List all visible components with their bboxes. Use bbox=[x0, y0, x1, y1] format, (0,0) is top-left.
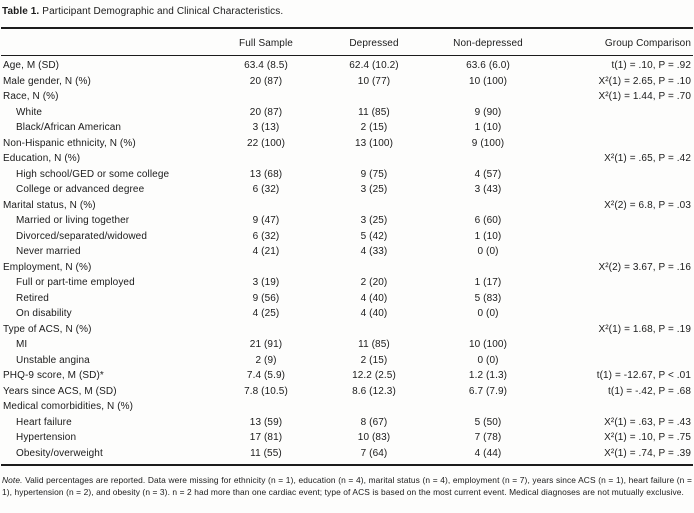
row-label: Divorced/separated/widowed bbox=[16, 230, 148, 242]
cell-group-comparison: X²(1) = 1.44, P = .70 bbox=[598, 91, 691, 102]
cell-full-sample: 2 (9) bbox=[255, 354, 277, 366]
table-title bbox=[2, 5, 692, 18]
cell-group-comparison: X²(1) = .65, P = .42 bbox=[604, 153, 691, 164]
table-body bbox=[1, 56, 693, 466]
cell-full-sample: 6 (32) bbox=[252, 230, 280, 242]
table-row bbox=[1, 198, 693, 214]
cell-full-sample: 20 (87) bbox=[249, 106, 283, 118]
cell-group-comparison: X²(2) = 6.8, P = .03 bbox=[604, 199, 691, 211]
cell-depressed: 10 (83) bbox=[357, 432, 391, 443]
cell-full-sample bbox=[213, 399, 319, 415]
cell-group-comparison: X²(1) = .10, P = .75 bbox=[604, 432, 691, 443]
table-row bbox=[1, 353, 693, 369]
row-label: Years since ACS, M (SD) bbox=[3, 385, 117, 397]
cell-group-comparison bbox=[547, 182, 693, 198]
cell-full-sample: 21 (91) bbox=[249, 339, 283, 350]
cell-depressed: 2 (15) bbox=[360, 354, 388, 366]
row-label: Medical comorbidities, N (%) bbox=[3, 401, 134, 412]
table-row bbox=[1, 74, 693, 90]
cell-group-comparison bbox=[547, 399, 693, 415]
cell-full-sample: 4 (25) bbox=[252, 308, 280, 319]
cell-depressed: 11 (85) bbox=[358, 339, 390, 350]
cell-full-sample: 9 (56) bbox=[252, 292, 280, 304]
cell-non-depressed: 5 (83) bbox=[474, 292, 502, 304]
cell-non-depressed: 1 (17) bbox=[474, 277, 502, 288]
table-row bbox=[1, 260, 693, 276]
cell-depressed: 12.2 (2.5) bbox=[352, 370, 396, 381]
cell-depressed: 62.4 (10.2) bbox=[349, 60, 399, 71]
cell-group-comparison bbox=[547, 275, 693, 291]
cell-full-sample: 7.8 (10.5) bbox=[244, 385, 288, 397]
cell-non-depressed: 63.6 (6.0) bbox=[466, 60, 510, 71]
cell-full-sample: 11 (55) bbox=[250, 447, 282, 459]
cell-group-comparison bbox=[547, 229, 693, 245]
cell-full-sample: 3 (13) bbox=[252, 122, 280, 133]
cell-non-depressed: 1 (10) bbox=[474, 122, 502, 133]
cell-group-comparison bbox=[547, 306, 693, 322]
cell-non-depressed bbox=[429, 89, 547, 105]
cell-depressed: 5 (42) bbox=[360, 230, 388, 242]
cell-group-comparison: t(1) = .10, P = .92 bbox=[611, 60, 691, 71]
cell-depressed: 10 (77) bbox=[357, 75, 391, 87]
cell-non-depressed bbox=[429, 260, 547, 276]
column-header-empty bbox=[1, 28, 213, 56]
table-row bbox=[1, 368, 693, 384]
table-row bbox=[1, 306, 693, 322]
table-row bbox=[1, 337, 693, 353]
cell-depressed: 3 (25) bbox=[360, 184, 388, 195]
cell-depressed: 9 (75) bbox=[360, 168, 388, 180]
table-row bbox=[1, 213, 693, 229]
cell-full-sample: 22 (100) bbox=[246, 137, 286, 149]
row-label: PHQ-9 score, M (SD)* bbox=[3, 370, 104, 381]
footnote-label: Note. bbox=[2, 475, 23, 485]
table-number: Table 1. bbox=[2, 6, 40, 17]
table-row bbox=[1, 244, 693, 260]
cell-full-sample: 6 (32) bbox=[252, 184, 280, 195]
cell-non-depressed bbox=[429, 198, 547, 214]
cell-full-sample: 63.4 (8.5) bbox=[244, 60, 288, 71]
cell-group-comparison: X²(1) = .74, P = .39 bbox=[604, 447, 691, 459]
table-row bbox=[1, 430, 693, 446]
cell-full-sample bbox=[213, 322, 319, 338]
row-label: Unstable angina bbox=[16, 354, 90, 366]
cell-full-sample: 7.4 (5.9) bbox=[246, 370, 286, 381]
table-row bbox=[1, 182, 693, 198]
cell-depressed: 7 (64) bbox=[360, 447, 388, 459]
cell-full-sample: 3 (19) bbox=[252, 277, 280, 288]
cell-depressed: 2 (15) bbox=[360, 122, 388, 133]
cell-group-comparison: X²(2) = 3.67, P = .16 bbox=[598, 261, 691, 273]
cell-non-depressed bbox=[429, 151, 547, 167]
cell-full-sample: 4 (21) bbox=[252, 246, 280, 257]
cell-full-sample: 9 (47) bbox=[252, 215, 280, 226]
table-row bbox=[1, 399, 693, 415]
cell-depressed bbox=[319, 322, 429, 338]
column-header-group-comparison: Group Comparison bbox=[547, 28, 693, 56]
table-row bbox=[1, 384, 693, 400]
table-caption: Participant Demographic and Clinical Characteristics. bbox=[42, 6, 284, 17]
cell-non-depressed bbox=[429, 322, 547, 338]
cell-non-depressed: 1 (10) bbox=[474, 230, 502, 242]
row-label: Obesity/overweight bbox=[16, 447, 103, 459]
row-label: Type of ACS, N (%) bbox=[3, 323, 92, 335]
cell-non-depressed: 7 (78) bbox=[474, 432, 502, 443]
row-label: Black/African American bbox=[16, 122, 122, 133]
cell-group-comparison: t(1) = -12.67, P < .01 bbox=[596, 370, 691, 381]
table-row bbox=[1, 136, 693, 152]
cell-full-sample bbox=[213, 151, 319, 167]
row-label: Heart failure bbox=[16, 416, 72, 428]
cell-group-comparison bbox=[547, 244, 693, 260]
table-row bbox=[1, 89, 693, 105]
cell-depressed bbox=[319, 198, 429, 214]
row-label: College or advanced degree bbox=[16, 184, 145, 195]
table-row bbox=[1, 120, 693, 136]
cell-group-comparison bbox=[547, 105, 693, 121]
cell-full-sample: 13 (59) bbox=[249, 416, 283, 428]
cell-group-comparison: t(1) = -.42, P = .68 bbox=[608, 385, 691, 397]
row-label: Married or living together bbox=[16, 215, 130, 226]
footnote-text: Valid percentages are reported. Data were missing for ethnicity (n = 1), education (n = 4), marital status (n = 4), employment (n = 7), years since ACS (n = 1), heart failure (n = 1), hypertension (n = 2), and obesity (n = 3). n = 2 had more than one cardiac event; type of ACS is based on the most current event. Medical diagnoses are not mutually exclusive. bbox=[2, 475, 692, 497]
cell-non-depressed: 4 (44) bbox=[474, 447, 502, 459]
cell-depressed: 2 (20) bbox=[360, 277, 388, 288]
cell-full-sample bbox=[213, 89, 319, 105]
row-label: Employment, N (%) bbox=[3, 261, 92, 273]
row-label: Never married bbox=[16, 246, 81, 257]
cell-full-sample: 17 (81) bbox=[249, 432, 283, 443]
row-label: Retired bbox=[16, 292, 49, 304]
cell-depressed: 4 (40) bbox=[360, 292, 388, 304]
cell-group-comparison bbox=[547, 120, 693, 136]
row-label: MI bbox=[16, 339, 28, 350]
cell-group-comparison bbox=[547, 353, 693, 369]
row-label: Education, N (%) bbox=[3, 153, 81, 164]
cell-full-sample bbox=[213, 198, 319, 214]
cell-depressed bbox=[319, 89, 429, 105]
cell-group-comparison: X²(1) = .63, P = .43 bbox=[604, 416, 691, 428]
header-row bbox=[1, 28, 693, 56]
cell-group-comparison bbox=[547, 136, 693, 152]
row-label: Hypertension bbox=[16, 432, 77, 443]
table-row bbox=[1, 56, 693, 74]
cell-non-depressed: 6 (60) bbox=[474, 215, 502, 226]
row-label: Male gender, N (%) bbox=[3, 75, 91, 87]
cell-depressed: 3 (25) bbox=[360, 215, 388, 226]
demographics-table bbox=[1, 27, 693, 466]
row-label: Race, N (%) bbox=[3, 91, 59, 102]
cell-non-depressed: 1.2 (1.3) bbox=[468, 370, 508, 381]
cell-non-depressed: 0 (0) bbox=[477, 308, 499, 319]
row-label: Full or part-time employed bbox=[16, 277, 135, 288]
row-label: High school/GED or some college bbox=[16, 168, 170, 180]
cell-non-depressed: 9 (100) bbox=[471, 137, 505, 149]
table-header bbox=[1, 28, 693, 56]
table-row bbox=[1, 322, 693, 338]
cell-depressed bbox=[319, 399, 429, 415]
cell-depressed: 11 (85) bbox=[358, 106, 390, 118]
cell-depressed bbox=[319, 151, 429, 167]
row-label: White bbox=[16, 106, 43, 118]
cell-depressed bbox=[319, 260, 429, 276]
table-row bbox=[1, 229, 693, 245]
cell-non-depressed: 9 (90) bbox=[474, 106, 502, 118]
cell-group-comparison: X²(1) = 1.68, P = .19 bbox=[598, 323, 691, 335]
table-row bbox=[1, 167, 693, 183]
row-label: Age, M (SD) bbox=[3, 60, 60, 71]
cell-non-depressed: 4 (57) bbox=[474, 168, 502, 180]
cell-full-sample: 20 (87) bbox=[249, 75, 283, 87]
cell-non-depressed: 5 (50) bbox=[474, 416, 502, 428]
table-row bbox=[1, 151, 693, 167]
column-header-depressed: Depressed bbox=[319, 28, 429, 56]
cell-depressed: 8.6 (12.3) bbox=[352, 385, 396, 397]
cell-depressed: 13 (100) bbox=[354, 137, 394, 149]
row-label: Non-Hispanic ethnicity, N (%) bbox=[3, 137, 136, 149]
table-row bbox=[1, 105, 693, 121]
cell-full-sample: 13 (68) bbox=[249, 168, 283, 180]
cell-non-depressed: 0 (0) bbox=[477, 354, 499, 366]
cell-depressed: 4 (40) bbox=[360, 308, 388, 319]
column-header-full-sample: Full Sample bbox=[213, 28, 319, 56]
table-row bbox=[1, 446, 693, 466]
cell-group-comparison bbox=[547, 167, 693, 183]
table-row bbox=[1, 275, 693, 291]
cell-group-comparison bbox=[547, 337, 693, 353]
row-label: Marital status, N (%) bbox=[3, 199, 96, 211]
column-header-non-depressed: Non-depressed bbox=[429, 28, 547, 56]
cell-non-depressed: 0 (0) bbox=[477, 246, 499, 257]
cell-depressed: 4 (33) bbox=[360, 246, 388, 257]
cell-non-depressed: 10 (100) bbox=[468, 75, 508, 87]
cell-non-depressed: 6.7 (7.9) bbox=[468, 385, 508, 397]
cell-non-depressed: 3 (43) bbox=[474, 184, 502, 195]
table-row bbox=[1, 415, 693, 431]
row-label: On disability bbox=[16, 308, 72, 319]
cell-group-comparison bbox=[547, 213, 693, 229]
cell-non-depressed: 10 (100) bbox=[468, 339, 508, 350]
cell-group-comparison: X²(1) = 2.65, P = .10 bbox=[598, 75, 691, 87]
cell-full-sample bbox=[213, 260, 319, 276]
table-footnote bbox=[1, 466, 693, 498]
cell-non-depressed bbox=[429, 399, 547, 415]
table-row bbox=[1, 291, 693, 307]
cell-group-comparison bbox=[547, 291, 693, 307]
cell-depressed: 8 (67) bbox=[360, 416, 388, 428]
